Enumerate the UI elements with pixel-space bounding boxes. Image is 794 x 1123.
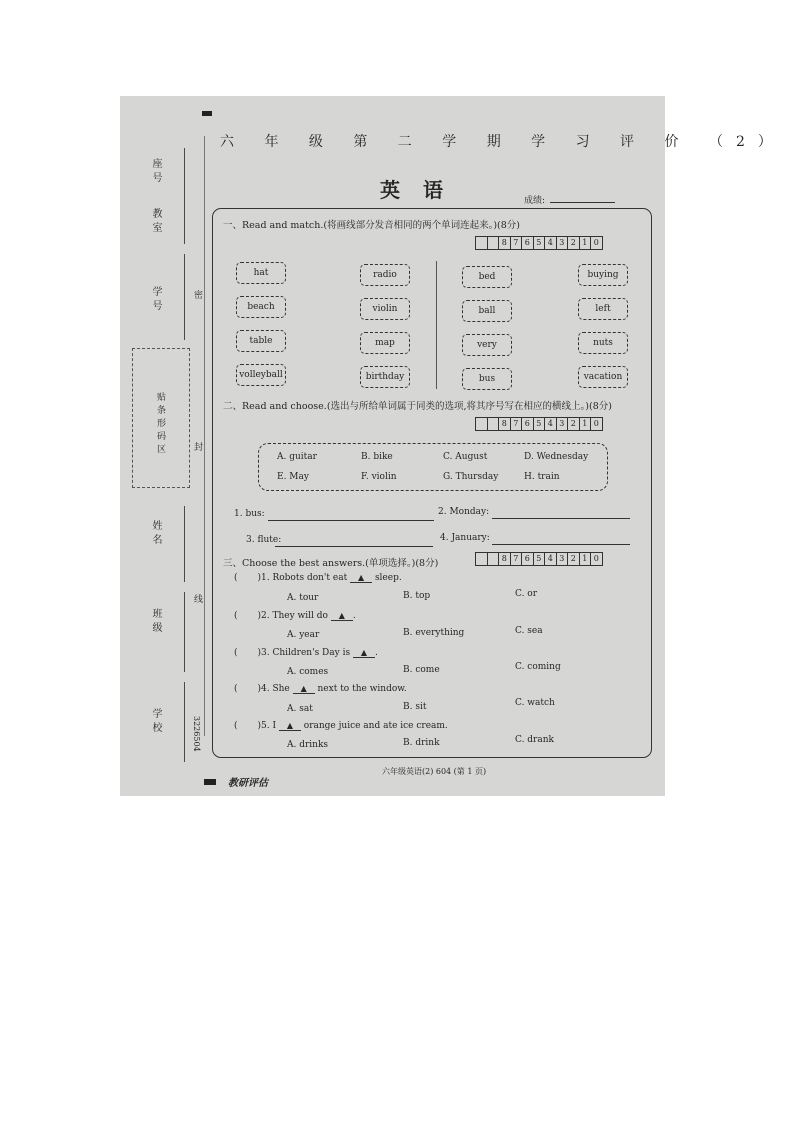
- blank-label-3: 3. flute:: [246, 535, 282, 545]
- blank-marker: ▲: [331, 611, 353, 621]
- score-cell: 1: [580, 237, 592, 249]
- score-cell: [476, 418, 488, 430]
- question-text: )1. Robots don't eat: [257, 573, 348, 583]
- barcode-area-label: 贴条形码区: [155, 392, 165, 457]
- exam-page-photo: [120, 96, 785, 796]
- section1-heading: 一、Read and match.(将画线部分发音相同的两个单词连起来。)(8分): [223, 220, 520, 231]
- word-box-nuts[interactable]: nuts: [578, 332, 628, 354]
- word-box-bed[interactable]: bed: [462, 266, 512, 288]
- word-box-beach[interactable]: beach: [236, 296, 286, 318]
- section1-score-grid: [475, 236, 603, 250]
- answer-paren[interactable]: (: [234, 721, 238, 731]
- column-divider: [436, 261, 437, 389]
- score-cell: 7: [511, 418, 523, 430]
- page-title: 六 年 级 第 二 学 期 学 习 评 价 （2）: [220, 134, 785, 150]
- score-cell: 8: [499, 237, 511, 249]
- binding-line: [184, 148, 185, 244]
- question-2: [234, 611, 356, 621]
- choice-a: A. sat: [287, 704, 313, 714]
- publisher-logo: 教研评估: [228, 778, 268, 789]
- word-box-buying[interactable]: buying: [578, 264, 628, 286]
- question-text: )4. She: [257, 684, 290, 694]
- score-cell: 1: [580, 553, 592, 565]
- word-box-volleyball[interactable]: volleyball: [236, 364, 286, 386]
- score-cell: 0: [593, 419, 599, 428]
- question-text: sleep.: [374, 573, 402, 583]
- options-box: [258, 443, 608, 491]
- choice-a: A. tour: [287, 593, 319, 603]
- score-cell: 8: [499, 418, 511, 430]
- section3-heading: 三、Choose the best answers.(单项选择。)(8分): [223, 558, 439, 569]
- score-cell: 5: [534, 553, 546, 565]
- answer-line-2[interactable]: [492, 518, 630, 519]
- subject-title: 英 语: [380, 178, 451, 202]
- question-3: [234, 648, 378, 658]
- question-text: )3. Children's Day is: [257, 648, 351, 658]
- word-box-map[interactable]: map: [360, 332, 410, 354]
- score-cell: 4: [545, 418, 557, 430]
- blank-label-2: 2. Monday:: [438, 507, 490, 517]
- blank-marker: ▲: [279, 721, 301, 731]
- option-e: E. May: [277, 472, 309, 482]
- question-1: [234, 573, 402, 583]
- answer-paren[interactable]: (: [234, 573, 238, 583]
- choice-c: C. coming: [515, 662, 561, 672]
- answer-paren[interactable]: (: [234, 684, 238, 694]
- word-box-table[interactable]: table: [236, 330, 286, 352]
- question-text: orange juice and ate ice cream.: [303, 721, 448, 731]
- choice-b: B. drink: [403, 738, 440, 748]
- score-cell: 7: [511, 553, 523, 565]
- score-cell: 2: [568, 418, 580, 430]
- choice-a: A. drinks: [287, 740, 329, 750]
- question-text: .: [352, 611, 356, 621]
- serial-number: 3226504: [192, 716, 201, 752]
- question-text: )2. They will do: [257, 611, 328, 621]
- question-text: .: [374, 648, 378, 658]
- option-c: C. August: [443, 452, 488, 462]
- word-box-vacation[interactable]: vacation: [578, 366, 628, 388]
- fold-mark: 封: [194, 443, 204, 453]
- blank-marker: ▲: [293, 684, 315, 694]
- word-box-birthday[interactable]: birthday: [360, 366, 410, 388]
- score-cell: 2: [568, 553, 580, 565]
- answer-line-3[interactable]: [275, 546, 433, 547]
- score-cell: 0: [593, 554, 599, 563]
- score-cell: 8: [499, 553, 511, 565]
- option-g: G. Thursday: [443, 472, 499, 482]
- school-label: 学校: [150, 708, 161, 736]
- score-cell: 3: [557, 553, 569, 565]
- blank-marker: ▲: [353, 648, 375, 658]
- blank-marker: ▲: [350, 573, 372, 583]
- answer-line-4[interactable]: [492, 544, 630, 545]
- score-cell: 3: [557, 237, 569, 249]
- word-box-left[interactable]: left: [578, 298, 628, 320]
- score-cell: 4: [545, 553, 557, 565]
- score-cell: 5: [534, 418, 546, 430]
- page-footer: 六年级英语(2) 604 (第 1 页): [382, 767, 487, 776]
- score-cell: 6: [522, 237, 534, 249]
- choice-b: B. sit: [403, 702, 427, 712]
- answer-paren[interactable]: (: [234, 611, 238, 621]
- option-b: B. bike: [361, 452, 393, 462]
- classroom-label: 教室: [150, 208, 161, 236]
- binding-line: [184, 254, 185, 340]
- choice-b: B. everything: [403, 628, 465, 638]
- score-cell: 3: [557, 418, 569, 430]
- choice-c: C. watch: [515, 698, 555, 708]
- score-cell: 2: [568, 237, 580, 249]
- section2-heading: 二、Read and choose.(选出与所给单词属于同类的选项,将其序号写在相应的横线上。)(8分): [223, 401, 612, 412]
- score-field[interactable]: [550, 202, 615, 203]
- score-cell: 6: [522, 553, 534, 565]
- score-cell: [488, 237, 500, 249]
- score-cell: 4: [545, 237, 557, 249]
- score-cell: 7: [511, 237, 523, 249]
- word-box-bus[interactable]: bus: [462, 368, 512, 390]
- registration-mark: [204, 779, 216, 785]
- fold-line: [204, 136, 205, 736]
- question-text: )5. I: [257, 721, 277, 731]
- student-no-label: 学号: [150, 286, 161, 314]
- word-box-ball[interactable]: ball: [462, 300, 512, 322]
- question-text: next to the window.: [317, 684, 407, 694]
- binding-line: [184, 682, 185, 762]
- choice-c: C. drank: [515, 735, 554, 745]
- score-cell: 5: [534, 237, 546, 249]
- answer-paren[interactable]: (: [234, 648, 238, 658]
- question-4: [234, 684, 407, 694]
- fold-mark: 线: [194, 595, 204, 605]
- score-cell: 0: [593, 238, 599, 247]
- score-cell: 1: [580, 418, 592, 430]
- choice-a: A. comes: [287, 667, 329, 677]
- score-label: 成绩:: [524, 196, 546, 206]
- choice-b: B. top: [403, 591, 431, 601]
- option-f: F. violin: [361, 472, 397, 482]
- option-a: A. guitar: [277, 452, 317, 462]
- choice-c: C. or: [515, 589, 538, 599]
- choice-b: B. come: [403, 665, 440, 675]
- choice-a: A. year: [287, 630, 320, 640]
- blank-label-4: 4. January:: [440, 533, 490, 543]
- word-box-very[interactable]: very: [462, 334, 512, 356]
- name-label: 姓名: [150, 520, 161, 548]
- choice-c: C. sea: [515, 626, 543, 636]
- score-cell: [476, 553, 488, 565]
- section2-score-grid: [475, 417, 603, 431]
- option-h: H. train: [524, 472, 560, 482]
- word-box-hat[interactable]: hat: [236, 262, 286, 284]
- blank-label-1: 1. bus:: [234, 509, 265, 519]
- registration-mark: [202, 111, 212, 116]
- option-d: D. Wednesday: [524, 452, 589, 462]
- section3-score-grid: [475, 552, 603, 566]
- score-cell: [476, 237, 488, 249]
- class-label: 班级: [150, 608, 161, 636]
- word-box-radio[interactable]: radio: [360, 264, 410, 286]
- seat-label: 座号: [150, 158, 161, 186]
- score-cell: 6: [522, 418, 534, 430]
- fold-mark: 密: [194, 291, 204, 301]
- binding-line: [184, 506, 185, 582]
- word-box-violin[interactable]: violin: [360, 298, 410, 320]
- score-cell: [488, 418, 500, 430]
- score-cell: [488, 553, 500, 565]
- answer-line-1[interactable]: [268, 520, 434, 521]
- question-5: [234, 721, 448, 731]
- binding-line: [184, 592, 185, 672]
